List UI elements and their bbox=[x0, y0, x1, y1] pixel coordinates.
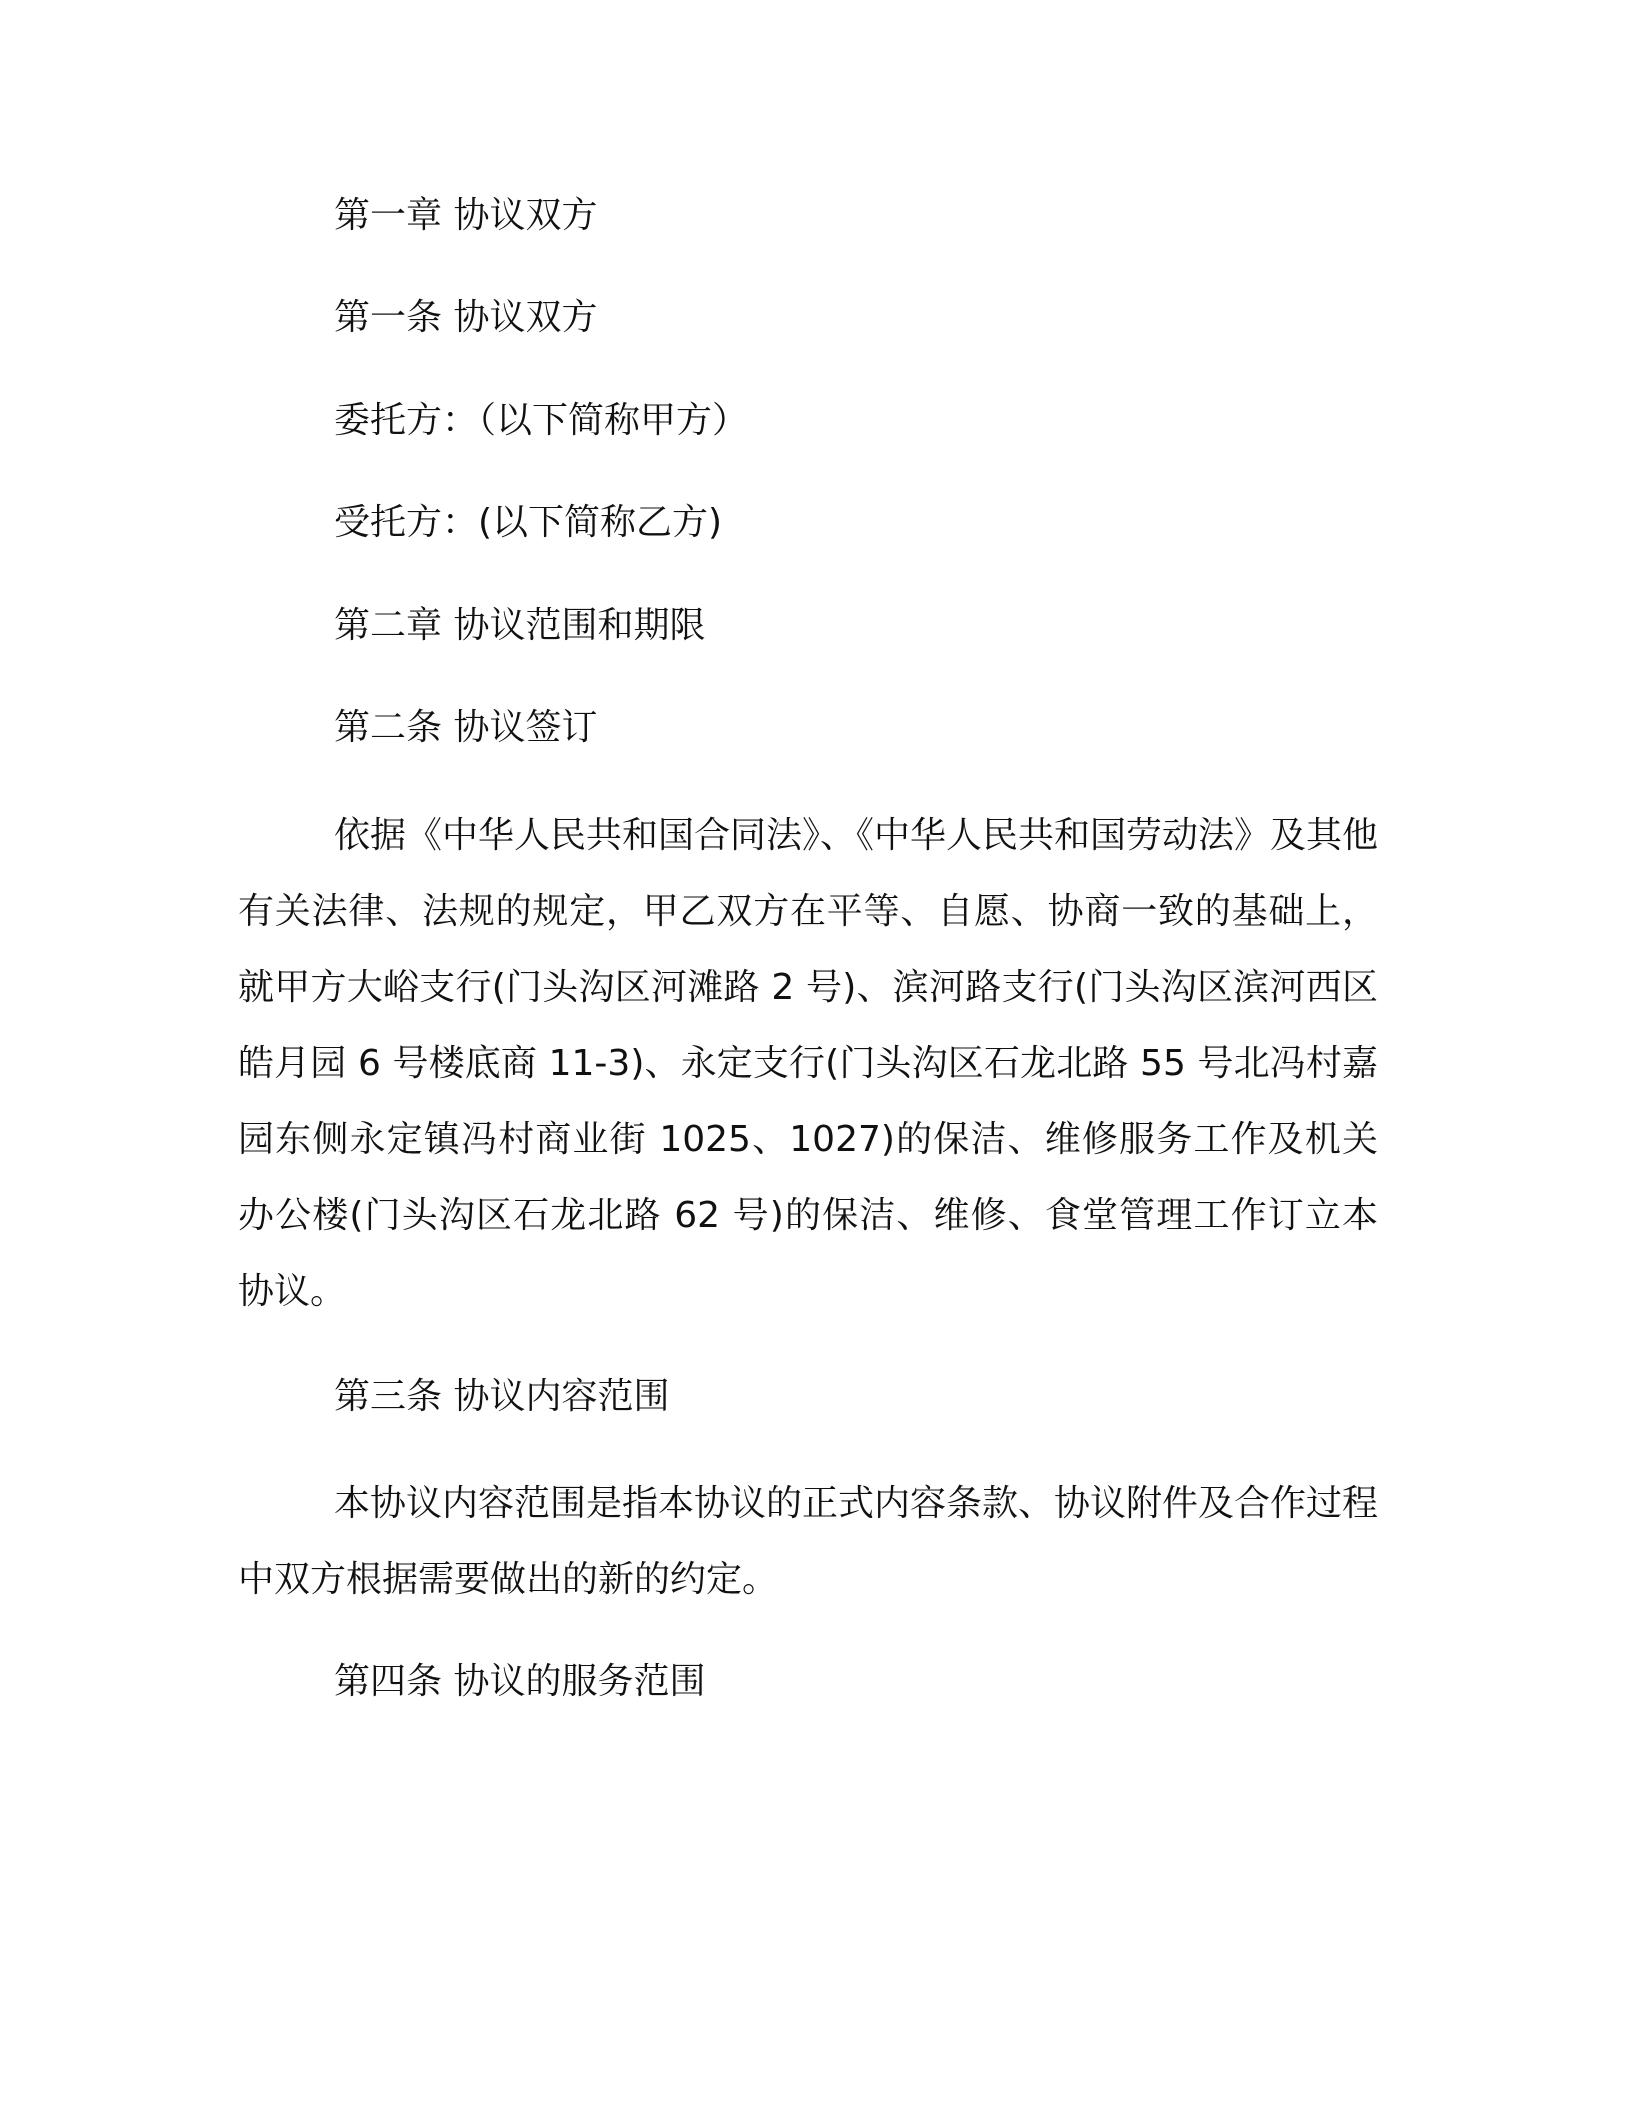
article-4-title: 第四条 协议的服务范围 bbox=[334, 1661, 706, 1702]
article-3-paragraph: 本协议内容范围是指本协议的正式内容条款、协议附件及合作过程中双方根据需要做出的新的约定。 bbox=[238, 1483, 1379, 1600]
chapter-1-title: 第一章 协议双方 bbox=[334, 195, 598, 236]
chapter-2-title: 第二章 协议范围和期限 bbox=[334, 605, 706, 646]
article-3-title: 第三条 协议内容范围 bbox=[334, 1376, 670, 1417]
party-a-line: 委托方：（以下简称甲方） bbox=[334, 400, 749, 441]
article-2-title: 第二条 协议签订 bbox=[334, 707, 598, 748]
article-1-title: 第一条 协议双方 bbox=[334, 297, 598, 338]
article-2-paragraph: 依据《中华人民共和国合同法》、《中华人民共和国劳动法》及其他有关法律、法规的规定，甲乙双方在平等、自愿、协商一致的基础上，就甲方大峪支行(门头沟区河滩路 2 号)、滨河路支行(门头沟区滨河西区皓月园 6 号楼底商 11-3)、永定支行(门头沟区石龙北路 55 号北冯村嘉园东侧永定镇冯村商业街 1025、1027)的保洁、维修服务工作及机关办公楼(门头沟区石龙北路 62 号)的保洁、维修、食堂管理工作订立本协议。 bbox=[238, 815, 1379, 1312]
party-b-line: 受托方：(以下简称乙方) bbox=[334, 502, 723, 543]
